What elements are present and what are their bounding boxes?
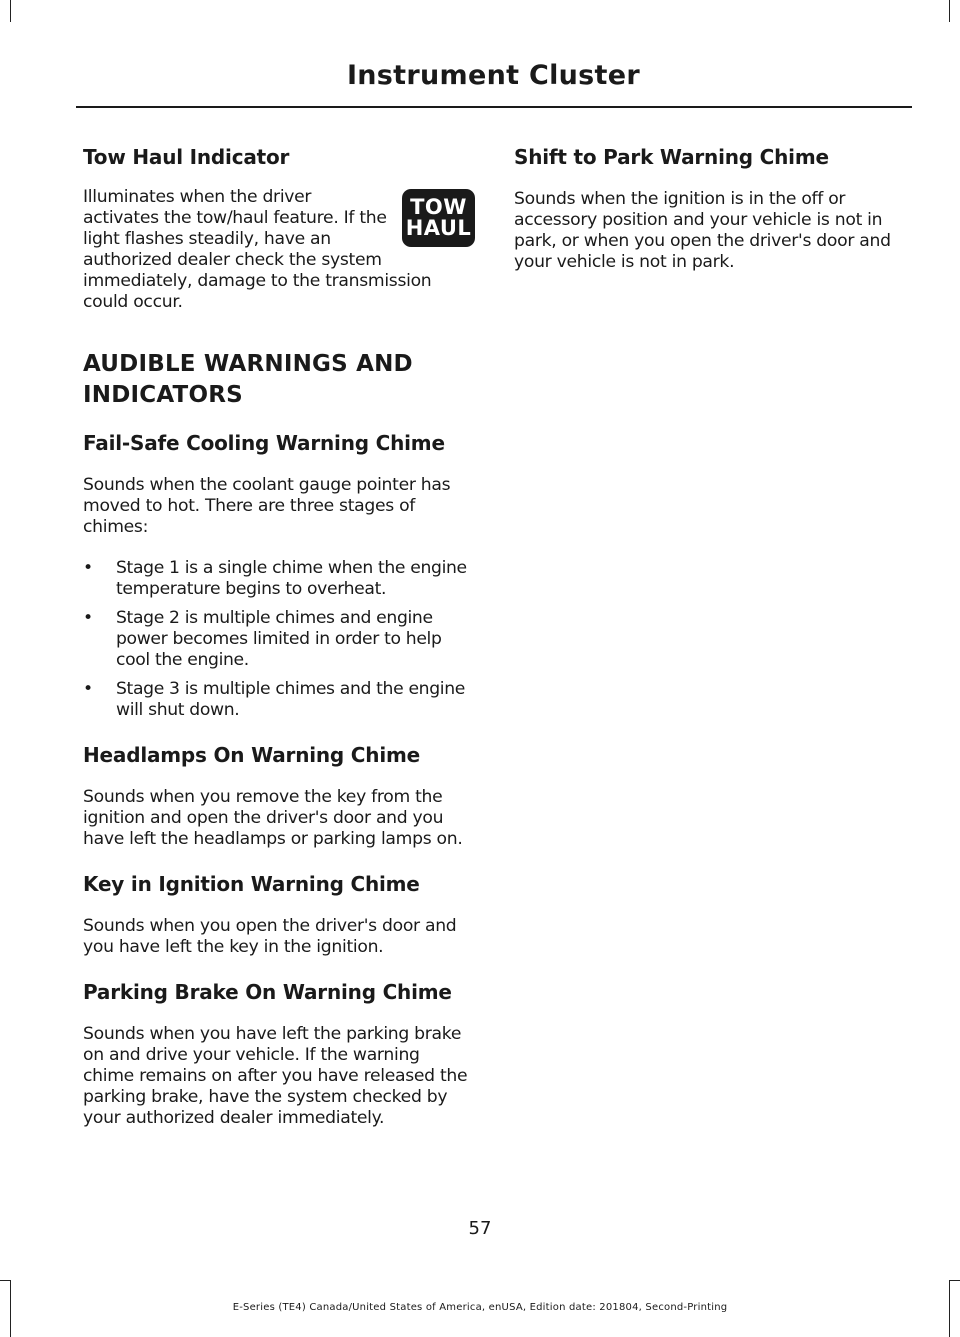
key-ignition-body: Sounds when you open the driver's door and you have left the key in the ignition. — [83, 916, 457, 957]
page-title: Instrument Cluster — [346, 60, 640, 91]
header-rule — [76, 106, 912, 108]
failsafe-bullet-list — [83, 558, 475, 721]
list-item — [83, 558, 475, 600]
bullet-icon: • — [83, 608, 93, 628]
list-item — [83, 679, 475, 721]
parking-brake-heading: Parking Brake On Warning Chime — [83, 980, 452, 1004]
audible-title-line2: INDICATORS — [83, 382, 243, 408]
tow-haul-heading: Tow Haul Indicator — [83, 145, 290, 169]
crop-mark — [0, 1280, 10, 1281]
key-ignition-heading: Key in Ignition Warning Chime — [83, 872, 420, 896]
parking-brake-body: Sounds when you have left the parking brake on and drive your vehicle. If the warning chime remains on after you have released the parking brake, have the system checked by your authorized dealer immediately. — [83, 1024, 468, 1128]
crop-mark — [949, 0, 950, 22]
shift-park-heading: Shift to Park Warning Chime — [514, 145, 829, 169]
crop-mark — [950, 1280, 960, 1281]
bullet-text: Stage 2 is multiple chimes and engine power becomes limited in order to help cool the engine. — [116, 608, 442, 670]
failsafe-body: Sounds when the coolant gauge pointer has moved to hot. There are three stages of chimes: — [83, 475, 451, 537]
page-number: 57 — [468, 1218, 492, 1239]
audible-title-line1: AUDIBLE WARNINGS AND — [83, 351, 413, 377]
tow-haul-section — [83, 143, 475, 313]
bullet-icon: • — [83, 679, 93, 699]
list-item — [83, 608, 475, 671]
failsafe-heading: Fail-Safe Cooling Warning Chime — [83, 431, 445, 455]
bullet-icon: • — [83, 558, 93, 578]
shift-park-body: Sounds when the ignition is in the off or accessory position and your vehicle is not in park, or when you open the driver's door and your vehicle is not in park. — [514, 189, 891, 272]
footer-text: E-Series (TE4) Canada/United States of America, enUSA, Edition date: 201804, Second-Printing — [232, 1302, 728, 1313]
bullet-text: Stage 3 is multiple chimes and the engine will shut down. — [116, 679, 465, 720]
right-column — [514, 143, 910, 293]
headlamps-heading: Headlamps On Warning Chime — [83, 743, 420, 767]
tow-haul-icon — [402, 189, 475, 247]
tow-haul-body: Illuminates when the driver activates the tow/haul feature. If the light flashes steadily, have an authorized dealer check the system immediately, damage to the transmission could occur. — [83, 187, 432, 312]
bullet-text: Stage 1 is a single chime when the engine temperature begins to overheat. — [116, 558, 467, 599]
crop-mark — [10, 0, 11, 22]
tow-haul-icon-line1: TOW — [410, 195, 467, 219]
headlamps-body: Sounds when you remove the key from the ignition and open the driver's door and you have left the headlamps or parking lamps on. — [83, 787, 463, 849]
left-column — [83, 143, 475, 1149]
tow-haul-icon-line2: HAUL — [405, 216, 472, 240]
audible-section-title — [83, 349, 475, 411]
